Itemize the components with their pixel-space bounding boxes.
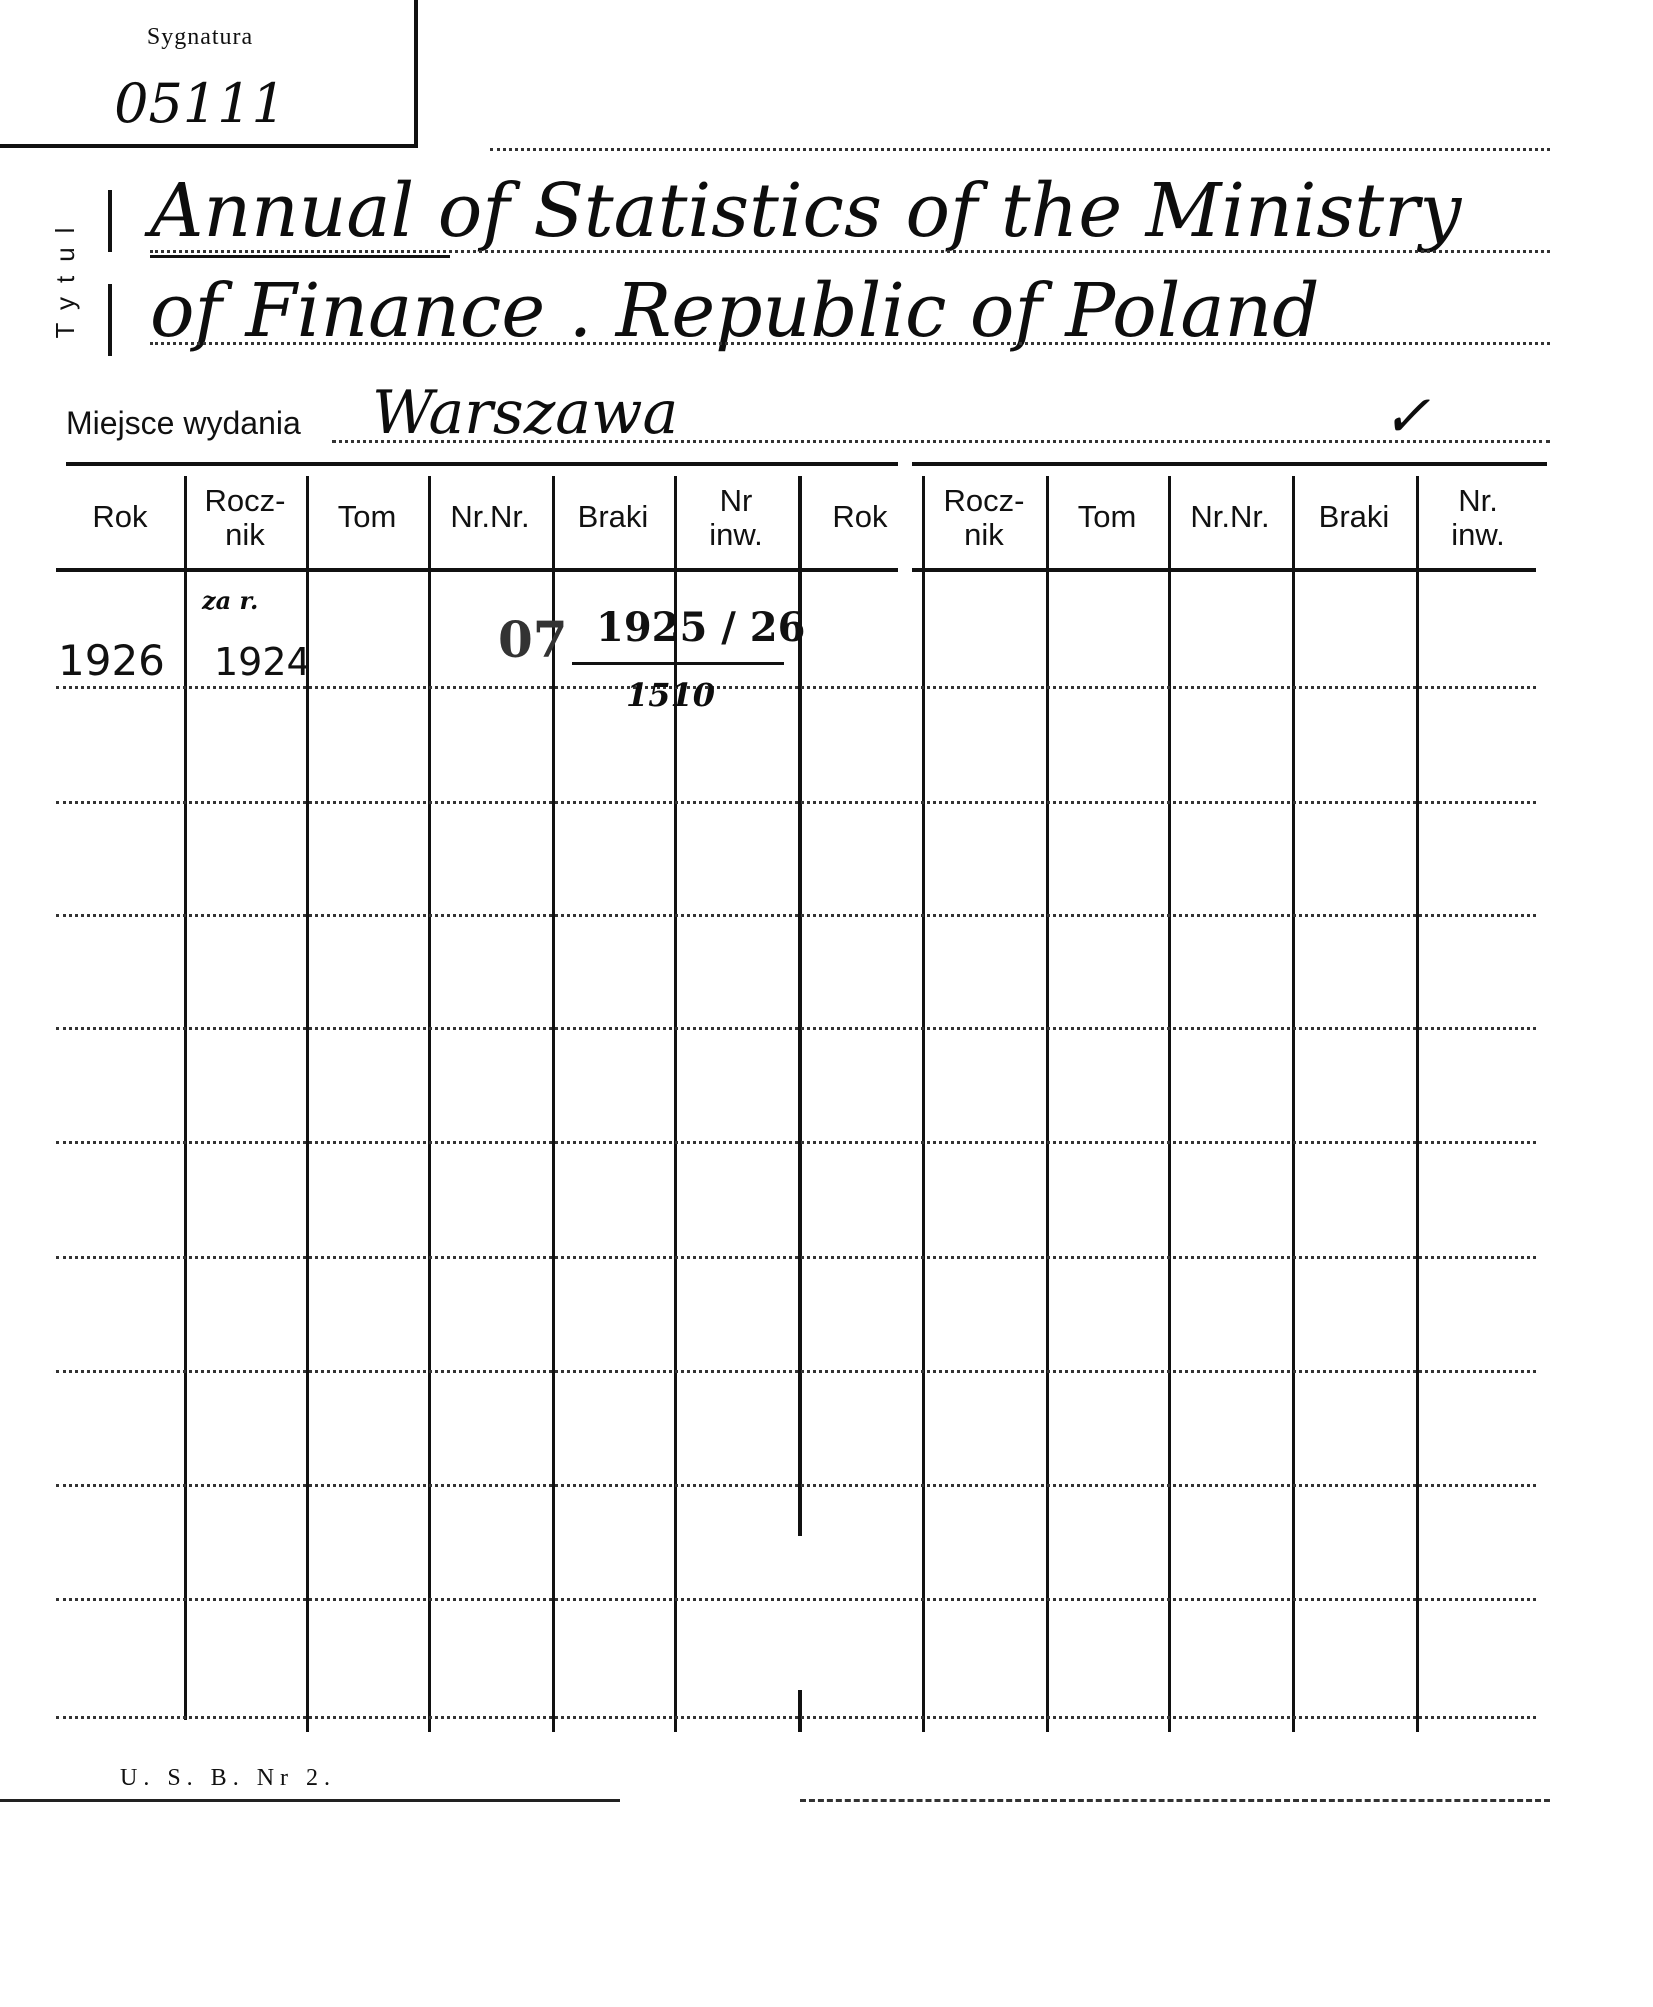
row-line (56, 801, 1536, 804)
col-header-rok-left: Rok (92, 499, 148, 534)
col-header-tom-left: Tom (337, 499, 397, 534)
form-footer-code: U. S. B. Nr 2. (120, 1765, 337, 1791)
col-divider (1046, 476, 1049, 1732)
header-top-rule-left (66, 462, 898, 466)
stamp-inventory-number: 1510 (626, 676, 716, 714)
col-divider (1292, 476, 1295, 1732)
title-line-1: Annual of Statistics of the Ministry (150, 168, 1462, 254)
stamp-divider (572, 662, 784, 665)
col-divider (428, 476, 431, 1732)
entry-rocznik: 1924 (214, 640, 311, 684)
place-dotted-line (332, 440, 1550, 443)
place-value: Warszawa (372, 378, 679, 448)
col-header-nrnr-left: Nr.Nr. (450, 499, 530, 534)
row-line (56, 914, 1536, 917)
entry-rok: 1926 (58, 636, 165, 685)
bottom-edge-right (800, 1799, 1550, 1802)
row-line (56, 1027, 1536, 1030)
col-divider-center-bottom (798, 1690, 802, 1732)
row-line (56, 1484, 1536, 1487)
row-line (56, 686, 1536, 689)
col-divider (1416, 476, 1419, 1732)
stamp-year: 1925 / 26 (596, 604, 806, 651)
title-dotted-line-2 (150, 342, 1550, 345)
signature-value: 05111 (114, 72, 286, 135)
row-line (56, 1256, 1536, 1259)
entry-rocznik-note: za r. (202, 586, 259, 615)
col-header-nrinw-right: Nr. inw. (1451, 483, 1505, 552)
col-divider (922, 476, 925, 1732)
signature-dotted-line (490, 148, 1550, 151)
row-line (56, 1598, 1536, 1601)
col-header-rocznik-left: Rocz- nik (204, 483, 286, 552)
col-header-nrinw-left: Nr inw. (709, 483, 763, 552)
title-bracket-top (108, 190, 112, 252)
signature-label: Sygnatura (146, 24, 254, 50)
row-line (56, 1141, 1536, 1144)
col-header-tom-right: Tom (1077, 499, 1137, 534)
row-line (56, 1370, 1536, 1373)
place-label: Miejsce wydania (66, 405, 301, 441)
col-divider (184, 476, 187, 1720)
title-line-2: of Finance . Republic of Poland (150, 268, 1320, 354)
header-bottom-rule-left (56, 568, 898, 572)
row-line (56, 1716, 1536, 1719)
header-top-rule-right (912, 462, 1547, 466)
check-mark: ✓ (1382, 382, 1431, 450)
col-divider (1168, 476, 1171, 1732)
header-bottom-rule-right (912, 568, 1536, 572)
title-label-vertical: Tytul (50, 213, 80, 339)
title-dotted-line-1 (150, 250, 1550, 253)
col-header-rok-right: Rok (832, 499, 888, 534)
title-underline (150, 255, 450, 258)
bottom-edge-left (0, 1799, 620, 1802)
title-bracket-bottom (108, 284, 112, 356)
col-header-nrnr-right: Nr.Nr. (1190, 499, 1270, 534)
col-header-rocznik-right: Rocz- nik (943, 483, 1025, 552)
col-header-braki-right: Braki (1318, 499, 1390, 534)
entry-nrnr: 07 (498, 610, 568, 669)
col-header-braki-left: Braki (577, 499, 649, 534)
